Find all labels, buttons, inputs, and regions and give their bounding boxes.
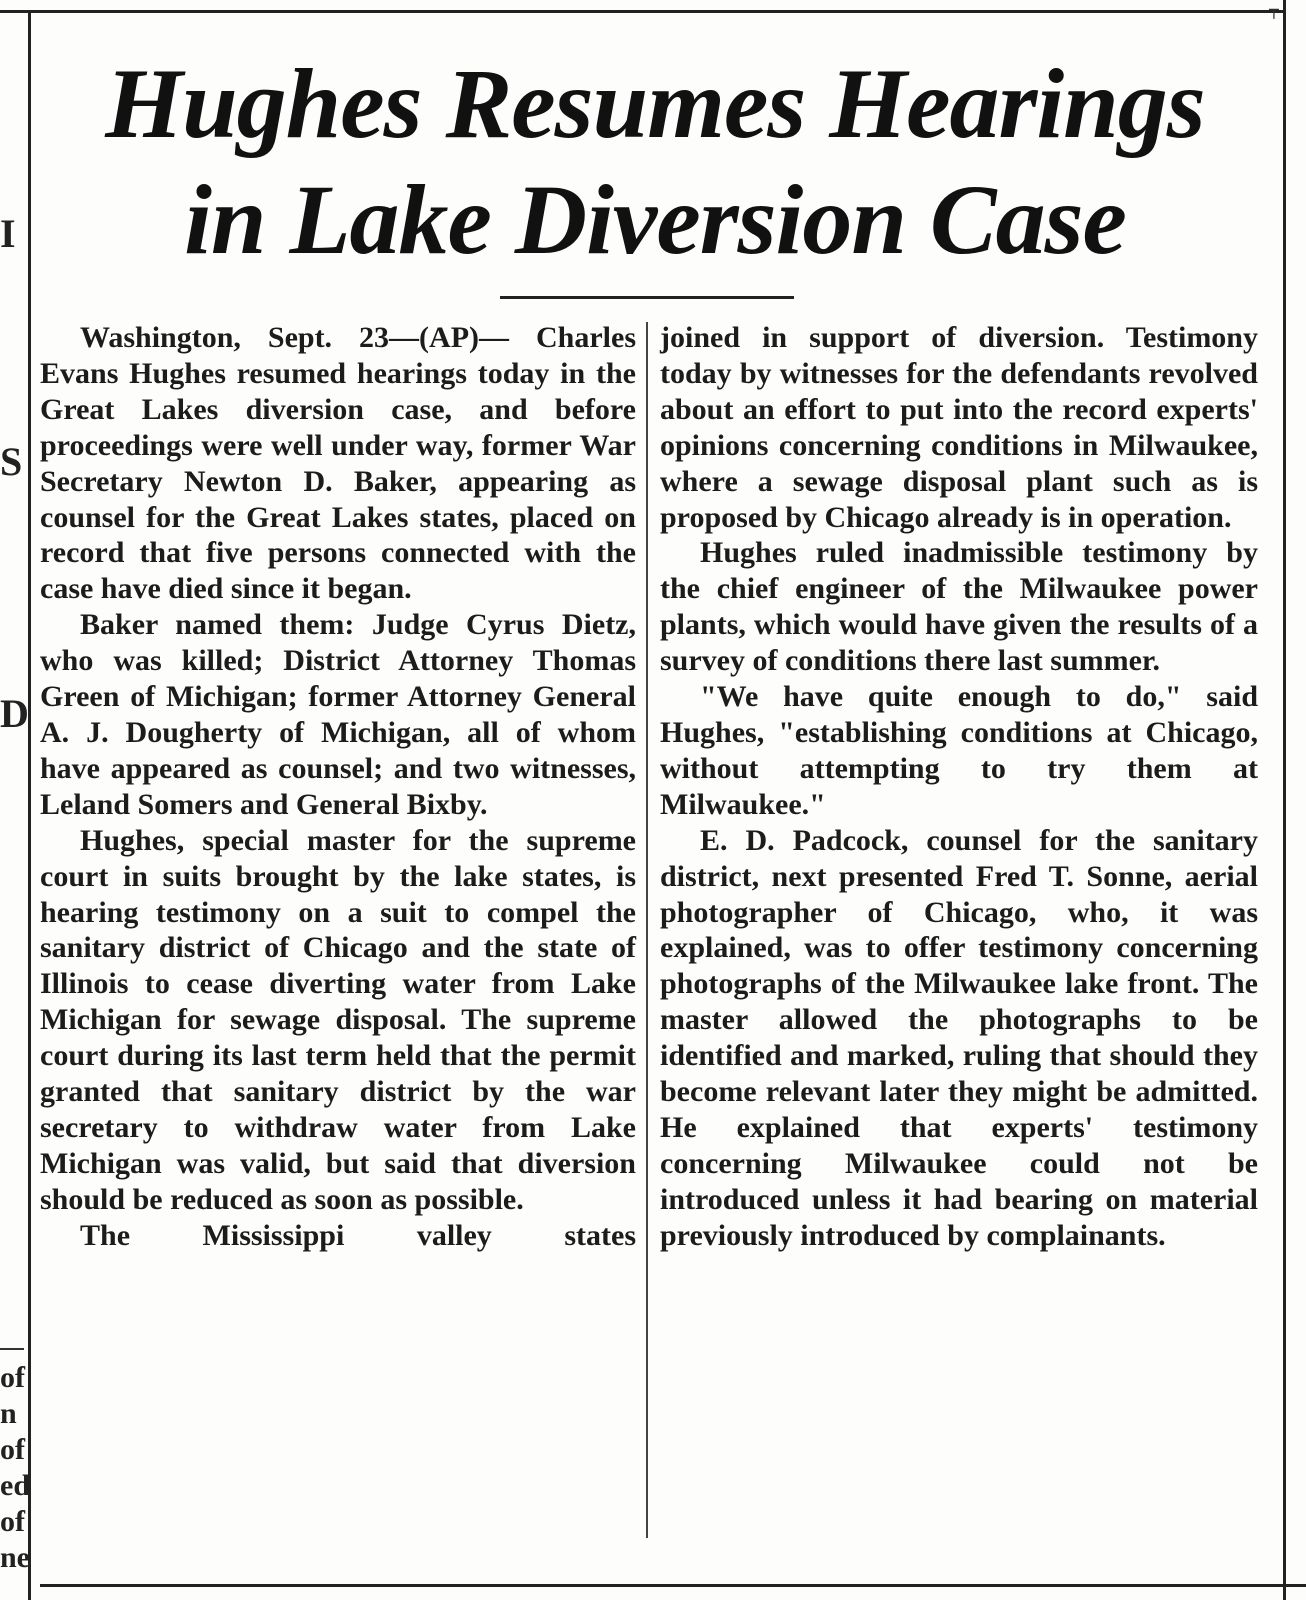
article-paragraph: joined in support of diversion. Testimony today by witnesses for the defendants revolved about an effort to put into the record experts' opinions concerning conditions in Milwaukee, where a sewage disposal plant such as is proposed by Chicago already is in operation. [660,321,1258,534]
article-paragraph: E. D. Padcock, counsel for the sanitary district, next presented Fred T. Sonne, aerial photographer of Chicago, who, it was explained, was to offer testimony concerning photographs of the Milwaukee lake front. The master allowed the photographs to be identified and marked, ruling that should they become relevant later they might be admitted. He explained that experts' testimony concerning Milwaukee could not be introduced unless it had bearing on material previously introduced by complainants. [660,823,1258,1252]
article-paragraph: Hughes, special master for the supreme court in suits brought by the lake states, is hearing testimony on a suit to compel the sanitary district of Chicago and the state of Illinois to cease diverting water from Lake Michigan for sewage disposal. The supreme court during its last term held that the permit granted that sanitary district by the war secretary to withdraw water from Lake Michigan was valid, but said that diversion should be reduced as soon as possible. [40,823,636,1216]
neighbor-fragment: D [0,691,29,736]
headline-divider [500,296,794,299]
column-separator [646,322,648,1538]
article-column-left [40,320,636,1254]
neighbor-fragment: of [0,1505,25,1538]
right-border-rule [1283,0,1286,1600]
article-paragraph: The Mississippi valley states [80,1218,636,1252]
neighbor-fragment: of [0,1433,25,1466]
article-headline [40,46,1270,278]
neighbor-fragment: ed [0,1469,30,1502]
article-paragraph: Baker named them: Judge Cyrus Dietz, who was killed; District Attorney Thomas Green of Michigan; former Attorney General A. J. Dougherty of Michigan, all of whom have appeared as counsel; and two witnesses, Leland Somers and General Bixby. [40,608,636,821]
article-paragraph: Hughes ruled inadmissible testimony by the chief engineer of the Milwaukee power plants, which would have given the results of a survey of conditions there last summer. [660,536,1258,678]
article-paragraph: "We have quite enough to do," said Hughes, "establishing conditions at Chicago, without attempting to try them at Milwaukee." [660,680,1258,821]
top-border-rule [0,10,1286,13]
neighbor-fragment: of [0,1361,25,1394]
corner-tick-icon: ┬ [1269,0,1279,19]
article-paragraph: Washington, Sept. 23—(AP)— Charles Evans Hughes resumed hearings today in the Great Lakes diversion case, and before proceedings were well under way, former War Secretary Newton D. Baker, appearing as counsel for the Great Lakes states, placed on record that five persons connected with the case have died since it began. [40,321,636,606]
neighbor-fragment: S [0,439,23,484]
headline-line-2: in Lake Diversion Case [184,164,1126,275]
bottom-border-rule [40,1584,1306,1587]
headline-line-1: Hughes Resumes Hearings [105,48,1205,159]
article-column-right [660,320,1258,1254]
left-column-rule [28,10,31,1600]
neighbor-fragment: I [0,211,16,256]
neighbor-fragment-dash [0,1348,24,1350]
neighbor-fragment: n [0,1397,17,1430]
neighbor-fragment: ne [0,1541,30,1574]
